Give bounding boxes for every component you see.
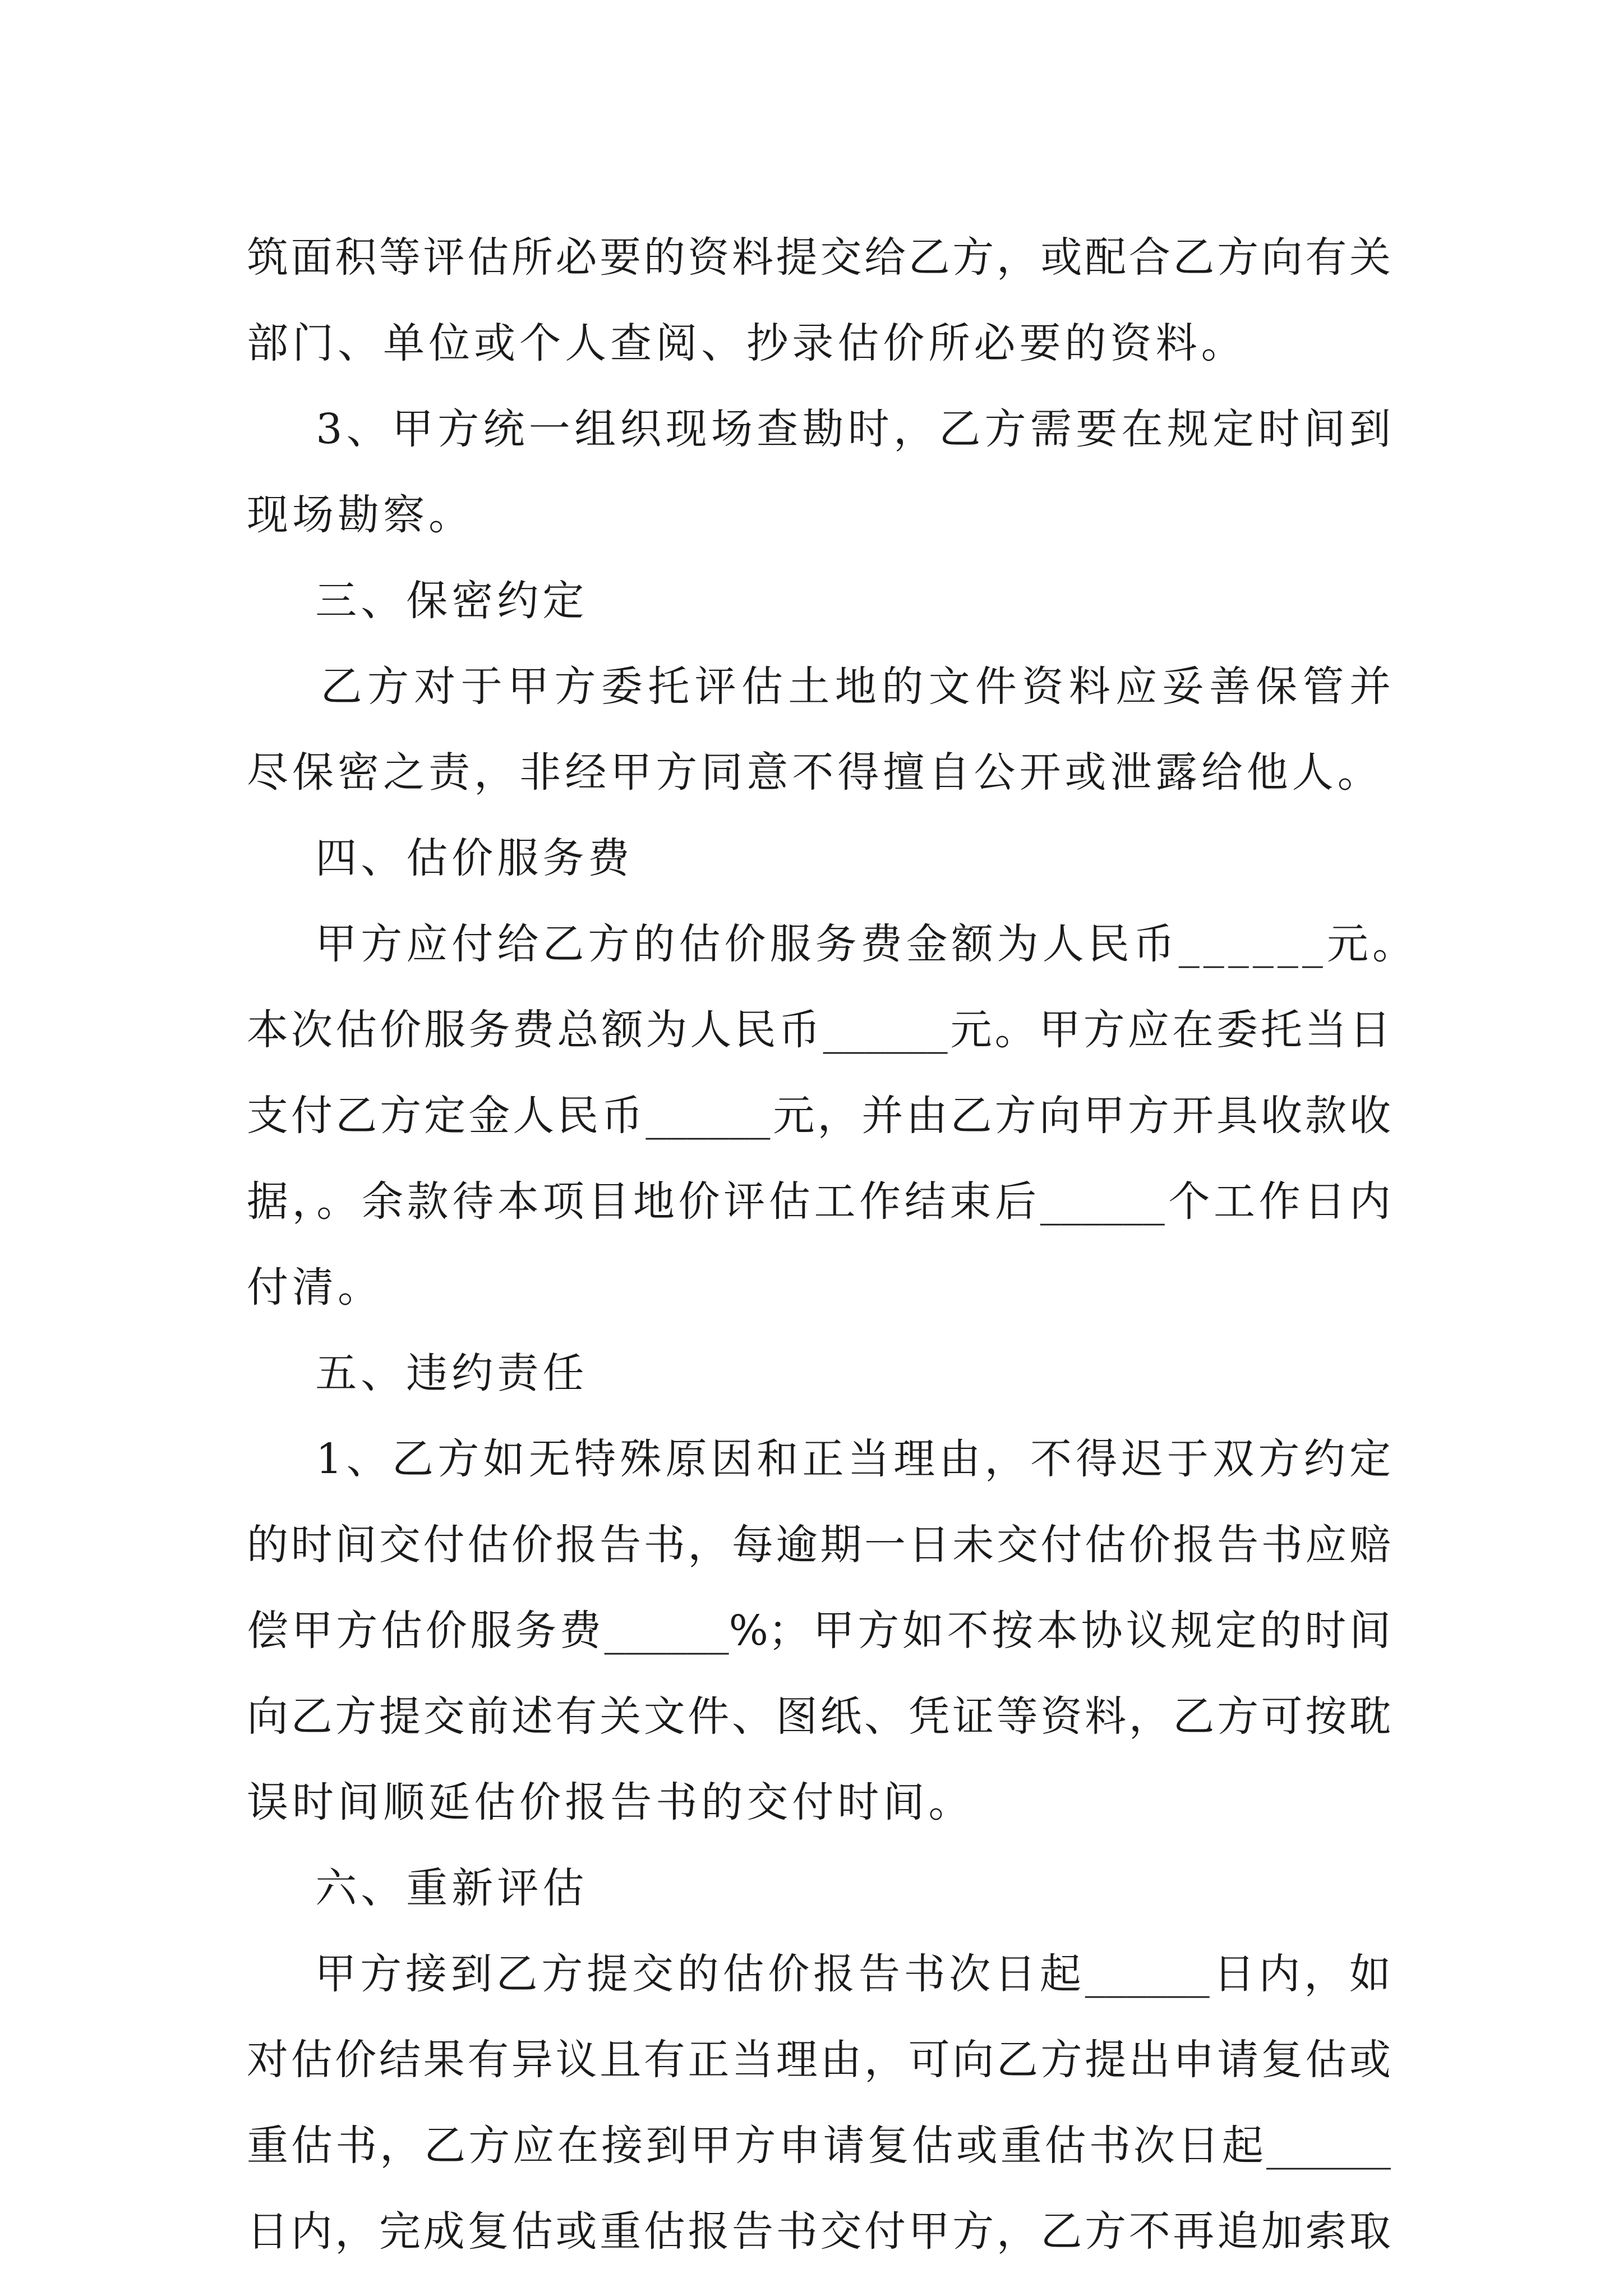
text-line: 甲方应付给乙方的估价服务费金额为人民币______元。 [247,920,1418,968]
text-line: 尽保密之责，非经甲方同意不得擅自公开或泄露给他人。 [247,748,1383,797]
text-line: 支付乙方定金人民币______元，并由乙方向甲方开具收款收 [247,1092,1391,1140]
text-line: 重估书，乙方应在接到甲方申请复估或重估书次日起______ [247,2122,1391,2170]
text-line: 部门、单位或个人查阅、抄录估价所必要的资料。 [247,319,1247,367]
text-line: 据，。余款待本项目地价评估工作结束后______个工作日内 [247,1177,1391,1226]
text-line: 的时间交付估价报告书，每逾期一日未交付估价报告书应赔 [247,1521,1391,1569]
section-heading: 六、重新评估 [247,1864,588,1912]
section-heading: 三、保密约定 [247,577,588,625]
text-line: 甲方接到乙方提交的估价报告书次日起______日内，如 [247,1950,1391,1998]
text-line: 偿甲方估价服务费______%；甲方如不按本协议规定的时间 [247,1607,1391,1655]
text-line: 现场勘察。 [247,491,474,539]
text-line: 1、乙方如无特殊原因和正当理由，不得迟于双方约定 [247,1435,1391,1483]
text-line: 付清。 [247,1263,384,1312]
text-line: 误时间顺延估价报告书的交付时间。 [247,1778,974,1826]
text-line: 筑面积等评估所必要的资料提交给乙方，或配合乙方向有关 [247,233,1391,282]
document-body [247,215,1418,2275]
section-heading: 四、估价服务费 [247,834,634,882]
text-line: 日内，完成复估或重估报告书交付甲方，乙方不再追加索取 [247,2207,1391,2256]
section-heading: 五、违约责任 [247,1349,588,1397]
text-line: 向乙方提交前述有关文件、图纸、凭证等资料，乙方可按耽 [247,1692,1391,1741]
text-line: 乙方对于甲方委托评估土地的文件资料应妥善保管并 [247,662,1391,711]
text-line: 本次估价服务费总额为人民币______元。甲方应在委托当日 [247,1006,1391,1054]
text-line: 3、甲方统一组织现场查勘时，乙方需要在规定时间到 [247,405,1391,453]
text-line: 对估价结果有异议且有正当理由，可向乙方提出申请复估或 [247,2036,1391,2084]
